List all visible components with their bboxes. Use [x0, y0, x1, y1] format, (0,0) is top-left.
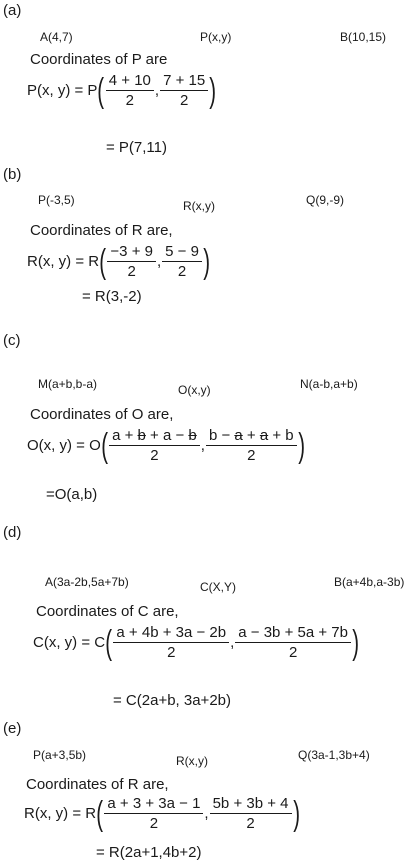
numerator-term: + a − [145, 427, 189, 444]
comma: , [154, 82, 160, 99]
part-e-heading: Coordinates of R are, [26, 776, 169, 793]
fraction-numerator: 7 + 15 [160, 72, 208, 91]
cancelled-term: a [259, 427, 269, 444]
part-e-lhs: R(x, y) = R [24, 805, 97, 822]
part-e-fraction-y [210, 795, 292, 832]
fraction-denominator: 2 [125, 92, 134, 109]
part-b-equation [27, 243, 210, 280]
fraction-denominator: 2 [179, 92, 189, 109]
part-b-result: = R(3,-2) [82, 288, 142, 305]
fraction-denominator: 2 [150, 447, 159, 464]
part-e-equation [24, 795, 300, 832]
numerator-term: + b [268, 427, 294, 444]
part-d-lhs: C(x, y) = C [33, 634, 106, 651]
right-paren: ) [209, 71, 217, 110]
part-d-fraction-x [113, 624, 229, 661]
part-c-point-n: N(a-b,a+b) [300, 377, 358, 391]
fraction-numerator: a + 3 + 3a − 1 [104, 795, 203, 814]
part-d-heading: Coordinates of C are, [36, 603, 179, 620]
left-paren: ( [99, 242, 107, 281]
comma: , [200, 437, 205, 454]
fraction-numerator [206, 427, 297, 446]
part-a-point-b: B(10,15) [340, 30, 387, 44]
fraction-denominator: 2 [247, 447, 256, 464]
part-c-point-m: M(a+b,b-a) [38, 377, 98, 391]
comma: , [204, 805, 209, 822]
part-c-fraction-y [206, 427, 297, 464]
right-paren: ) [292, 794, 300, 833]
part-e-fraction-x [104, 795, 203, 832]
part-c-point-o: O(x,y) [178, 383, 211, 397]
cancelled-term: b [137, 427, 146, 444]
part-a-label: (a) [3, 2, 22, 19]
numerator-term: b − [208, 427, 235, 444]
part-a-point-a: A(4,7) [40, 30, 73, 44]
part-b-point-r: R(x,y) [183, 199, 215, 213]
part-d-fraction-y [235, 624, 351, 661]
part-d-point-c: C(X,Y) [200, 580, 236, 594]
part-b-point-q: Q(9,-9) [306, 193, 345, 207]
right-paren: ) [203, 242, 210, 281]
part-c-fraction-x [109, 427, 200, 464]
part-c-heading: Coordinates of O are, [30, 406, 174, 423]
fraction-numerator: −3 + 9 [107, 243, 156, 262]
cancelled-term: b [188, 427, 197, 444]
part-e-point-q: Q(3a-1,3b+4) [298, 748, 370, 762]
part-d-equation [33, 624, 359, 661]
part-a-equation [27, 72, 217, 109]
part-a-fraction-y [160, 72, 208, 109]
numerator-term: a + [112, 427, 138, 444]
part-b-label: (b) [3, 166, 22, 183]
fraction-denominator: 2 [149, 815, 159, 832]
part-c-result: =O(a,b) [46, 486, 98, 503]
fraction-numerator: a + 4b + 3a − 2b [113, 624, 229, 643]
right-paren: ) [297, 426, 305, 465]
numerator-term: + [242, 427, 260, 444]
fraction-numerator: a − 3b + 5a + 7b [235, 624, 351, 643]
part-d-label: (d) [3, 524, 22, 541]
left-paren: ( [97, 71, 105, 110]
left-paren: ( [101, 426, 108, 465]
part-e-label: (e) [3, 720, 22, 737]
comma: , [230, 634, 235, 651]
part-e-point-p: P(a+3,5b) [33, 748, 87, 762]
part-b-fraction-x [107, 243, 156, 280]
part-c-equation [27, 427, 305, 464]
part-e-result: = R(2a+1,4b+2) [96, 844, 202, 861]
fraction-numerator: 4 + 10 [106, 72, 154, 91]
left-paren: ( [96, 794, 104, 833]
fraction-denominator: 2 [288, 644, 298, 661]
part-b-lhs: R(x, y) = R [27, 253, 100, 270]
comma: , [156, 253, 162, 270]
fraction-denominator: 2 [177, 263, 187, 280]
part-a-lhs: P(x, y) = P [27, 82, 98, 99]
fraction-denominator: 2 [246, 815, 255, 832]
fraction-denominator: 2 [167, 644, 176, 661]
part-d-point-a: A(3a-2b,5a+7b) [45, 575, 129, 589]
part-a-result: = P(7,11) [106, 139, 168, 156]
part-c-label: (c) [3, 332, 21, 349]
part-d-result: = C(2a+b, 3a+2b) [113, 692, 232, 709]
fraction-numerator [109, 427, 200, 446]
part-a-point-p: P(x,y) [200, 30, 232, 44]
right-paren: ) [352, 623, 360, 662]
part-b-point-p: P(-3,5) [38, 193, 75, 207]
part-b-heading: Coordinates of R are, [30, 222, 173, 239]
left-paren: ( [105, 623, 113, 662]
fraction-numerator: 5 − 9 [162, 243, 202, 262]
part-a-heading: Coordinates of P are [30, 51, 168, 68]
fraction-numerator: 5b + 3b + 4 [210, 795, 292, 814]
part-b-fraction-y [162, 243, 202, 280]
part-d-point-b: B(a+4b,a-3b) [334, 575, 405, 589]
part-a-fraction-x [106, 72, 154, 109]
cancelled-term: a [234, 427, 243, 444]
fraction-denominator: 2 [127, 263, 136, 280]
part-e-point-r: R(x,y) [176, 754, 208, 768]
part-c-lhs: O(x, y) = O [27, 437, 101, 454]
